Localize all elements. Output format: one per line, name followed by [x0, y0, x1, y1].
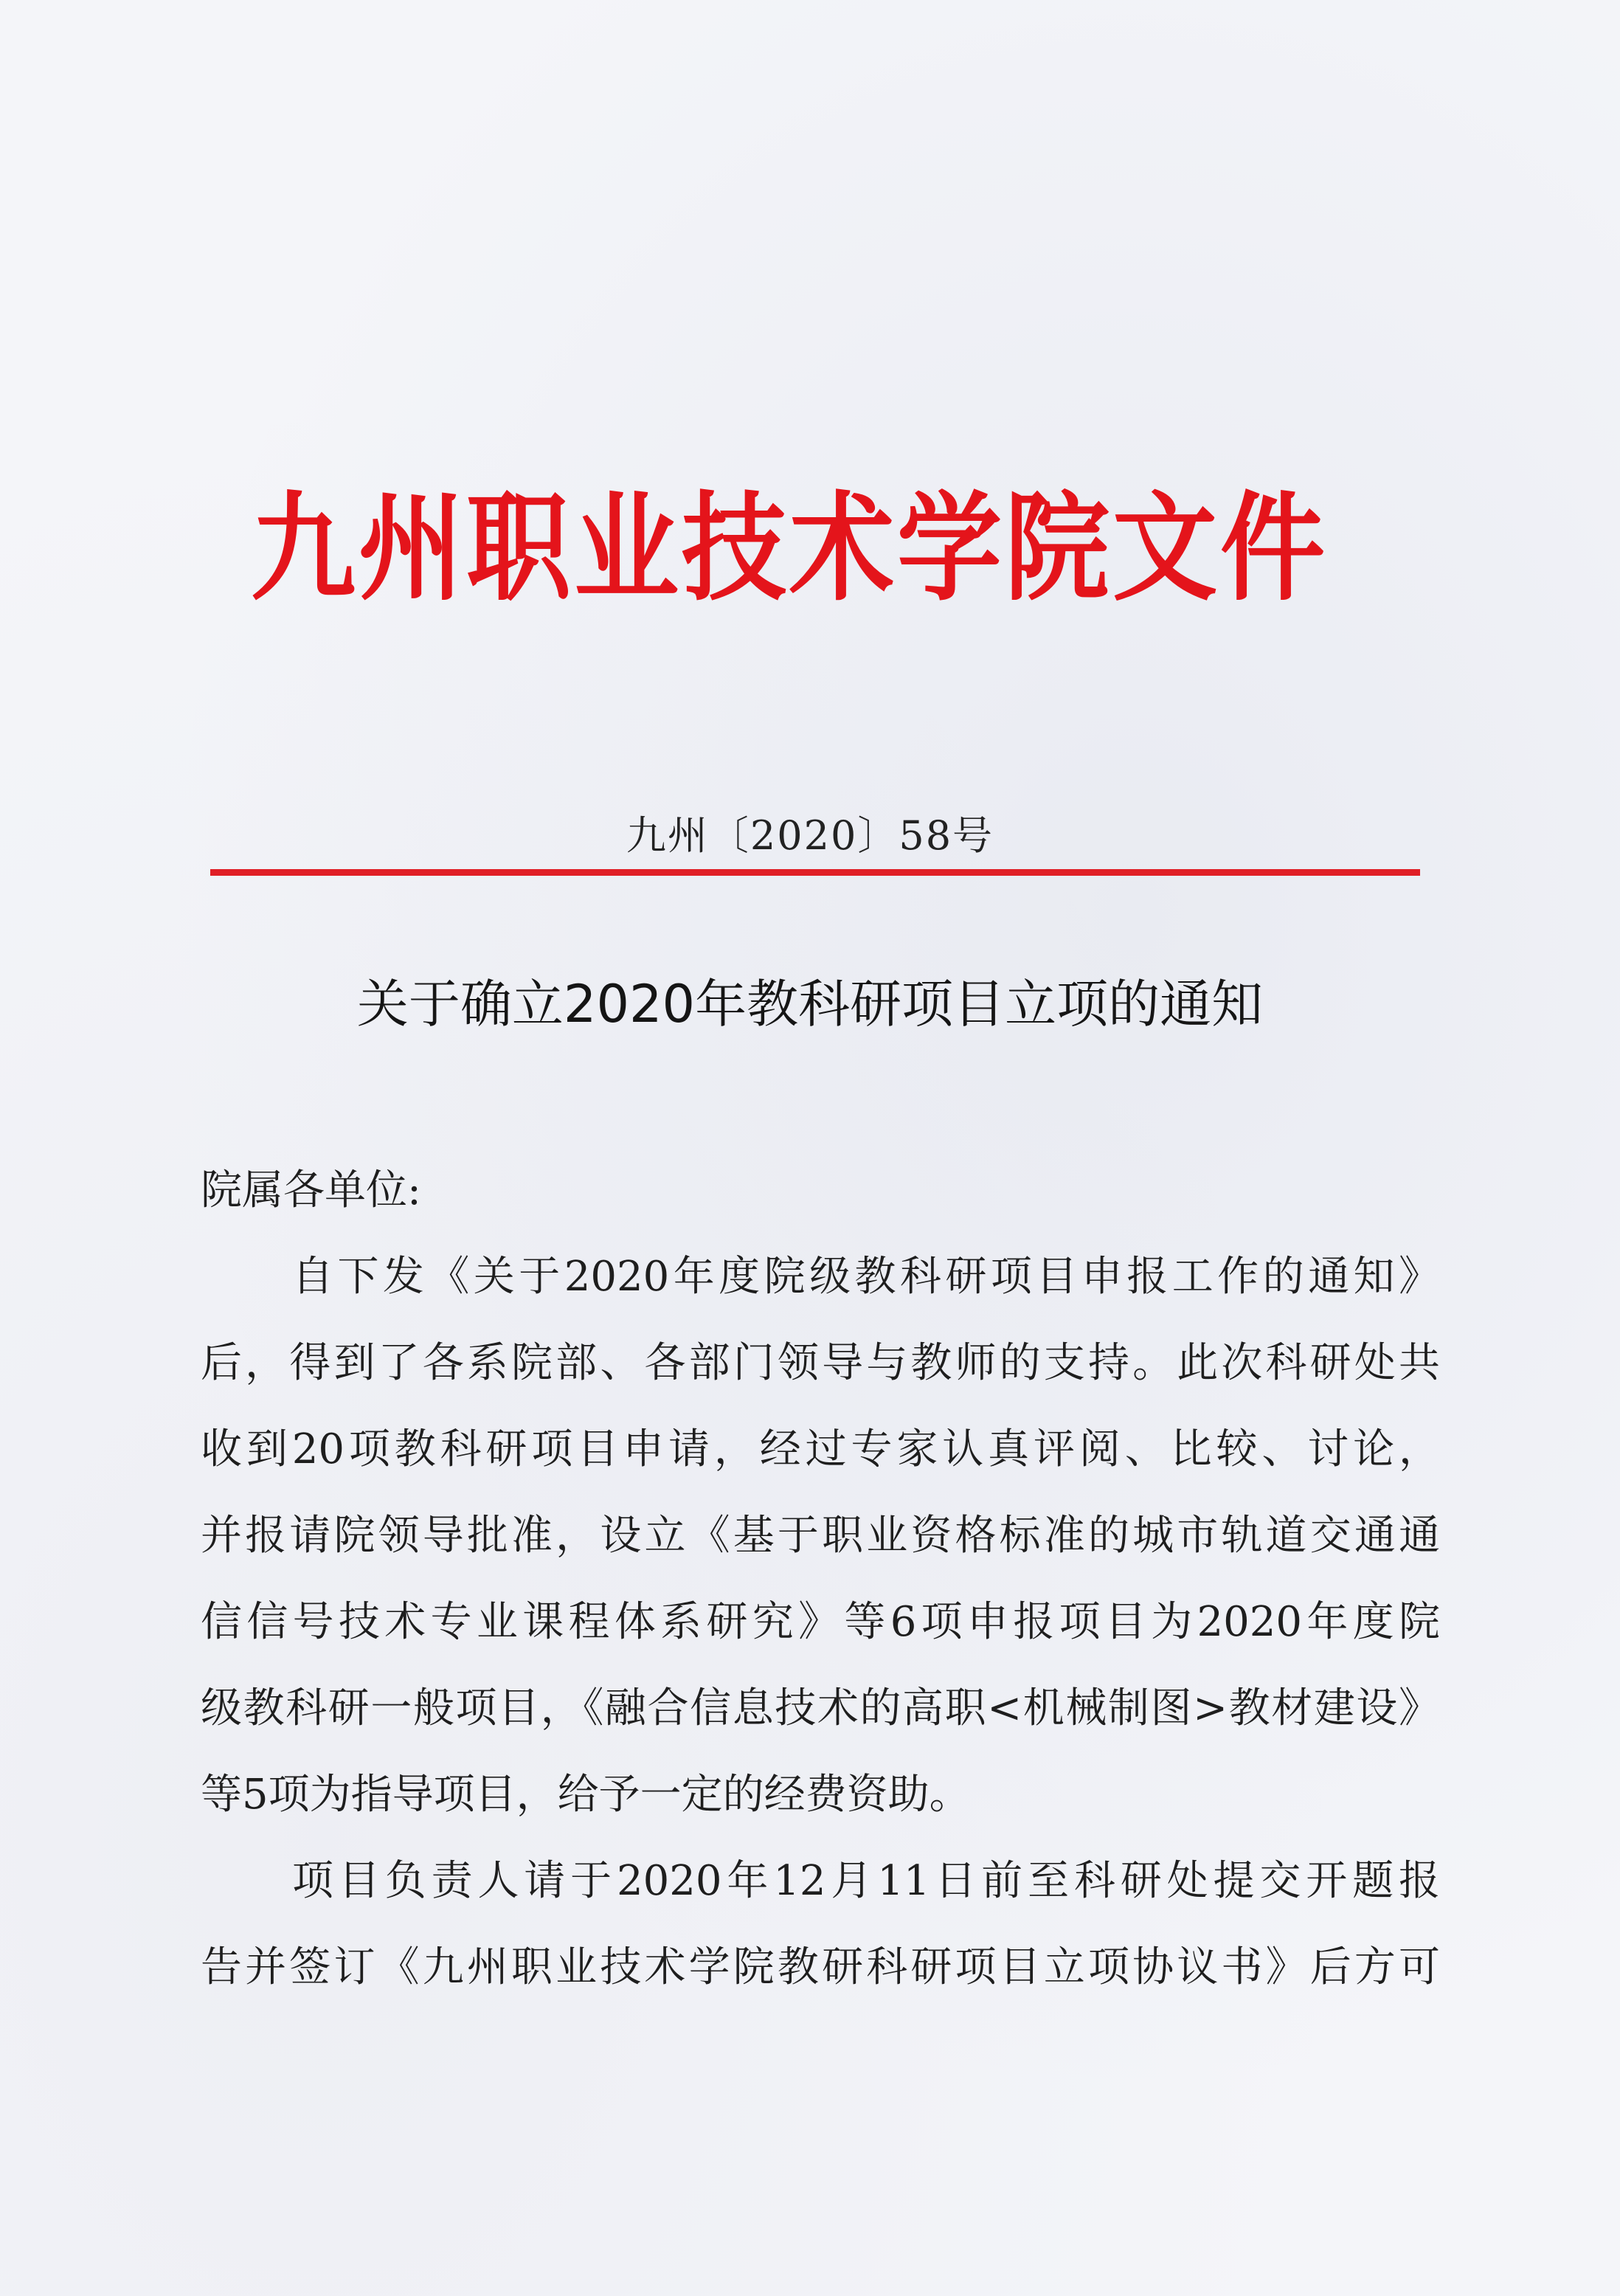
masthead-title: 九州职业技术学院文件 [251, 480, 1328, 618]
body-line: 并报请院领导批准，设立《基于职业资格标准的城市轨道交通通 [201, 1512, 1440, 1560]
body-line: 后，得到了各系院部、各部门领导与教师的支持。此次科研处共 [201, 1339, 1440, 1387]
body-line: 项目负责人请于2020年12月11日前至科研处提交开题报 [292, 1857, 1440, 1905]
body-line: 等5项为指导项目，给予一定的经费资助。 [201, 1771, 971, 1819]
body-line: 告并签订《九州职业技术学院教研科研项目立项协议书》后方可 [201, 1943, 1440, 1991]
red-divider-line [210, 869, 1420, 876]
notice-body [201, 1147, 1440, 2010]
body-line: 级教科研一般项目，《融合信息技术的高职<机械制图>教材建设》 [201, 1684, 1440, 1732]
notice-title: 关于确立2020年教科研项目立项的通知 [356, 974, 1264, 1034]
document-number: 九州〔2020〕58号 [626, 812, 994, 859]
salutation: 院属各单位: [201, 1166, 421, 1214]
body-line: 收到20项教科研项目申请，经过专家认真评阅、比较、讨论， [201, 1425, 1440, 1473]
body-line: 信信号技术专业课程体系研究》等6项申报项目为2020年度院 [201, 1598, 1440, 1646]
body-line: 自下发《关于2020年度院级教科研项目申报工作的通知》 [292, 1253, 1440, 1301]
